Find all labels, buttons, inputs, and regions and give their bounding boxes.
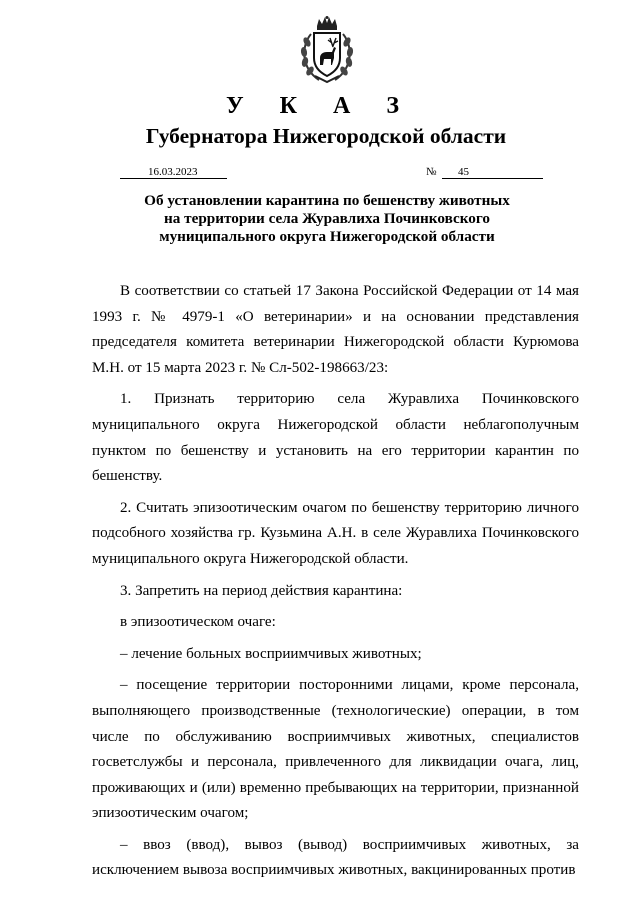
coat-of-arms-emblem [297, 16, 357, 86]
document-title: У К А З [225, 93, 414, 119]
body-paragraph: – лечение больных восприимчивых животных; [120, 645, 422, 662]
body-paragraph: – посещение территории посторонними лицами, кроме персонала, выполняющего производственные (технологические) операции, в том числе по обслуживанию восприимчивых животных, специалистов госветслужбы и персонала, привлеченного для ликвидации очага, лиц, проживающих и (или) временно пребывающих на территории, признанной эпизоотическим очагом; [92, 677, 579, 822]
number-field [442, 164, 543, 179]
body-paragraph: – ввоз (ввод), вывоз (вывод) восприимчивых животных, за исключением вывоза восприимчивых животных, вакцинированных против [92, 836, 579, 879]
date-value: 16.03.2023 [148, 166, 198, 178]
body-paragraph: 1. Признать территорию села Журавлиха Починковского муниципального округа Нижегородской области неблагополучным пунктом по бешенству и установить на его территории карантин по бешенству. [92, 391, 579, 485]
decree-heading [0, 192, 640, 246]
date-field [120, 164, 227, 179]
document-body [92, 279, 579, 884]
body-paragraph: 3. Запретить на период действия карантина: [120, 582, 403, 599]
number-label: № [426, 166, 437, 178]
heading-line: Об установлении карантина по бешенству животных [144, 192, 510, 209]
document-subtitle: Губернатора Нижегородской области [145, 124, 507, 148]
heading-line: на территории села Журавлиха Починковского [164, 210, 490, 227]
body-paragraph: 2. Считать эпизоотическим очагом по бешенству территорию личного подсобного хозяйства гр. Кузьмина А.Н. в селе Журавлиха Починковского муниципального округа Нижегородской области. [92, 499, 579, 567]
heading-line: муниципального округа Нижегородской области [159, 228, 495, 245]
body-paragraph: В соответствии со статьей 17 Закона Российской Федерации от 14 мая 1993 г. № 4979-1 «О ветеринарии» и на основании представления председателя комитета ветеринарии Нижегородской области Курюмова М.Н. от 15 марта 2023 г. № Сл-502-198663/23: [92, 283, 579, 376]
body-paragraph: в эпизоотическом очаге: [120, 614, 276, 631]
number-value: 45 [458, 166, 469, 178]
